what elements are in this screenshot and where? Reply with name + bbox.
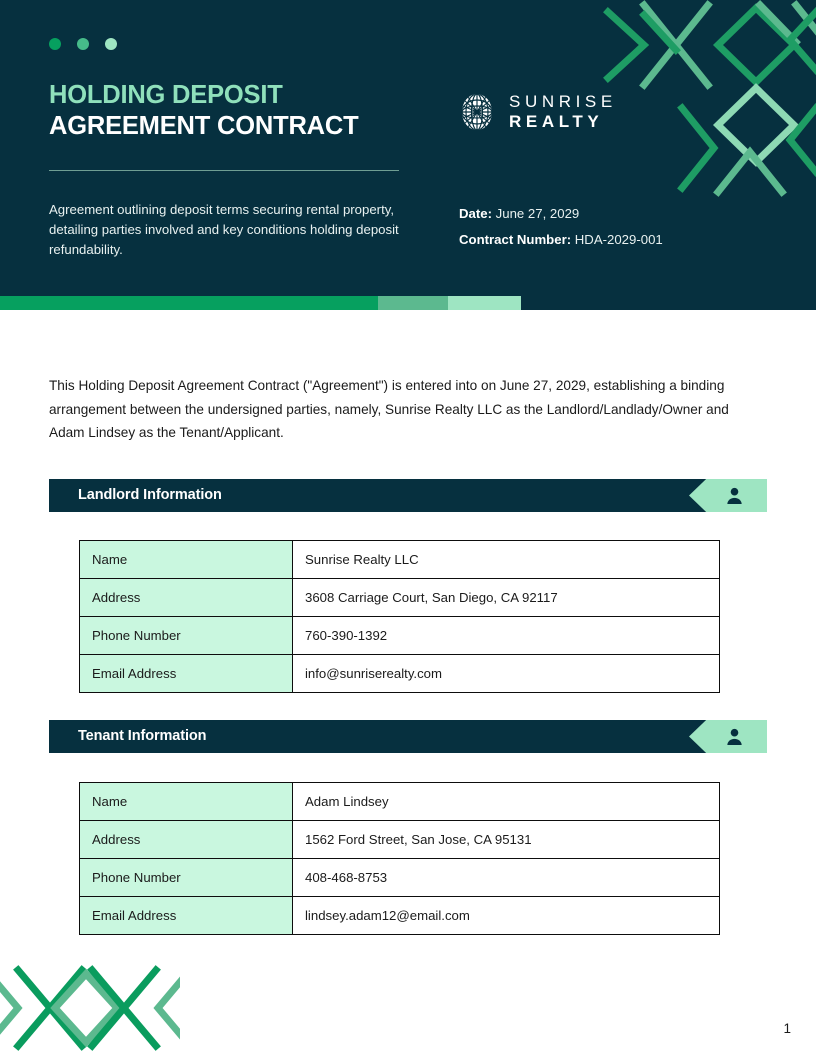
section-header-landlord <box>49 479 767 512</box>
document-header <box>0 0 816 310</box>
title-line-1: HOLDING DEPOSIT <box>49 81 283 109</box>
table-row <box>80 617 720 655</box>
title-line-2: AGREEMENT CONTRACT <box>49 112 359 140</box>
accent-bar-1 <box>0 296 378 310</box>
row-key: Name <box>80 541 293 579</box>
row-value: 408-468-8753 <box>293 859 720 897</box>
header-meta <box>459 201 663 253</box>
header-description: Agreement outlining deposit terms securing rental property, detailing parties involved and key conditions holding deposit refundability. <box>49 202 399 257</box>
tenant-info-table <box>79 782 720 935</box>
table-row <box>80 655 720 693</box>
table-row <box>80 783 720 821</box>
globe-sphere-icon <box>459 92 495 132</box>
company-logo <box>459 92 617 132</box>
row-key: Address <box>80 579 293 617</box>
contract-number-value: HDA-2029-001 <box>574 232 663 247</box>
person-icon <box>725 486 744 505</box>
page-number: 1 <box>783 1021 791 1036</box>
header-dots <box>49 38 117 50</box>
row-value: Sunrise Realty LLC <box>293 541 720 579</box>
table-row <box>80 897 720 935</box>
dot-1 <box>49 38 61 50</box>
row-value: 3608 Carriage Court, San Diego, CA 92117 <box>293 579 720 617</box>
dot-2 <box>77 38 89 50</box>
row-value: 1562 Ford Street, San Jose, CA 95131 <box>293 821 720 859</box>
page-title <box>49 80 469 142</box>
row-key: Name <box>80 783 293 821</box>
table-row <box>80 821 720 859</box>
header-geometric-pattern <box>600 0 816 200</box>
accent-bar-3 <box>448 296 521 310</box>
contract-number-row <box>459 227 663 253</box>
row-key: Phone Number <box>80 617 293 655</box>
row-key: Email Address <box>80 897 293 935</box>
row-value: Adam Lindsey <box>293 783 720 821</box>
row-key: Address <box>80 821 293 859</box>
person-icon <box>725 727 744 746</box>
landlord-info-table <box>79 540 720 693</box>
logo-name-line-1: SUNRISE <box>509 92 617 111</box>
section-title-landlord: Landlord Information <box>78 487 222 503</box>
footer-geometric-pattern <box>0 960 180 1056</box>
row-value: lindsey.adam12@email.com <box>293 897 720 935</box>
table-row <box>80 541 720 579</box>
contract-number-label: Contract Number: <box>459 232 572 247</box>
row-value: 760-390-1392 <box>293 617 720 655</box>
row-value: info@sunriserealty.com <box>293 655 720 693</box>
section-header-tenant <box>49 720 767 753</box>
accent-bar-2 <box>378 296 448 310</box>
title-divider <box>49 170 399 171</box>
section-title-tenant: Tenant Information <box>78 728 207 744</box>
intro-paragraph: This Holding Deposit Agreement Contract ("Agreement") is entered into on June 27, 2029, establishing a binding arrangement between the undersigned parties, namely, Sunrise Realty LLC as the Landlord/Landlady/Owner and Adam Lindsey as the Tenant/Applicant. <box>49 378 729 440</box>
logo-name-line-2: REALTY <box>509 112 604 131</box>
date-label: Date: <box>459 206 492 221</box>
dot-3 <box>105 38 117 50</box>
table-row <box>80 859 720 897</box>
table-row <box>80 579 720 617</box>
date-value: June 27, 2029 <box>495 206 580 221</box>
date-row <box>459 201 663 227</box>
row-key: Phone Number <box>80 859 293 897</box>
row-key: Email Address <box>80 655 293 693</box>
